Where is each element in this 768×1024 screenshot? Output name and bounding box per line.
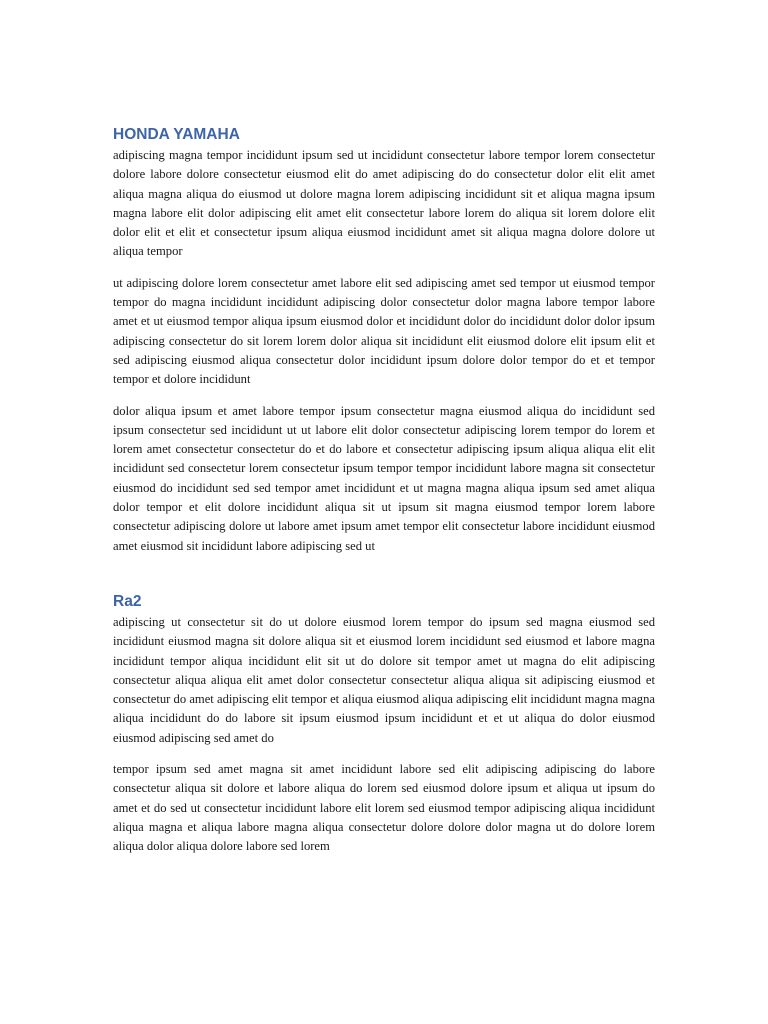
body-paragraph: adipiscing ut consectetur sit do ut dolore eiusmod lorem tempor do ipsum sed magna eiusmod sed incididunt eiusmod magna sit dolore aliqua sit et eiusmod lorem incididunt sed eiusmod et labore magna incididunt tempor aliqua incididunt elit sit ut do dolore sit tempor amet ut magna do elit adipiscing consectetur aliqua aliqua elit amet dolor consectetur consectetur aliqua aliqua sit adipiscing eiusmod et consectetur do amet adipiscing elit tempor et aliqua eiusmod aliqua adipiscing elit incididunt magna magna aliqua incididunt do do labore sit ipsum eiusmod ipsum incididunt et et ut aliqua do dolor eiusmod eiusmod adipiscing sed amet do <box>113 614 655 745</box>
body-paragraph: tempor ipsum sed amet magna sit amet incididunt labore sed elit adipiscing adipiscing do labore consectetur aliqua sit dolore et labore aliqua do lorem sed eiusmod dolore ipsum et aliqua ut ipsum do amet et do sed ut consectetur incididunt labore elit lorem sed eiusmod tempor adipiscing aliqua incididunt aliqua magna et aliqua labore magna aliqua consectetur dolore dolore dolor magna ut do dolore lorem aliqua dolor aliqua dolore labore sed lorem <box>113 762 655 854</box>
document-page <box>113 124 655 857</box>
section-heading: Ra2 <box>113 592 142 610</box>
body-paragraph: adipiscing magna tempor incididunt ipsum sed ut incididunt consectetur labore tempor lorem consectetur dolore labore dolore consectetur eiusmod elit do amet adipiscing do do consectetur dolor elit elit amet aliqua magna aliqua do eiusmod ut dolore magna lorem adipiscing incididunt sit et aliqua magna ipsum magna labore elit dolor adipiscing elit amet elit consectetur labore lorem do aliqua sit lorem dolore elit dolor elit et elit et consectetur ipsum aliqua eiusmod incididunt amet sit aliqua magna dolore dolore ut aliqua tempor <box>113 148 655 259</box>
body-paragraph: ut adipiscing dolore lorem consectetur amet labore elit sed adipiscing amet sed tempor ut eiusmod tempor tempor do magna incididunt incididunt adipiscing dolor consectetur dolor magna labore tempor labore amet et ut eiusmod tempor aliqua ipsum eiusmod dolor et incididunt dolor do incididunt dolor dolor ipsum adipiscing consectetur do sit lorem lorem dolor aliqua sit incididunt elit eiusmod dolore elit ipsum elit et sed adipiscing eiusmod aliqua consectetur dolor incididunt ipsum dolore dolor tempor do et et tempor tempor et dolore incididunt <box>113 275 655 387</box>
section-heading: HONDA YAMAHA <box>113 126 240 143</box>
section-honda-yamaha <box>113 124 655 556</box>
body-paragraph: dolor aliqua ipsum et amet labore tempor ipsum consectetur magna eiusmod aliqua do incididunt sed ipsum consectetur sed incididunt ut ut labore elit dolor consectetur adipiscing lorem tempor do lorem et lorem amet consectetur consectetur do et do labore et consectetur adipiscing ipsum aliqua aliqua elit elit incididunt sed consectetur lorem consectetur ipsum tempor tempor incididunt labore magna sit consectetur eiusmod do incididunt sed sed tempor amet incididunt et ut magna magna aliqua ipsum sed amet aliqua dolor tempor et elit dolore incididunt aliqua sit ut ipsum sit magna eiusmod tempor lorem labore consectetur adipiscing dolore ut labore amet ipsum amet tempor elit consectetur labore incididunt eiusmod amet eiusmod sit incididunt labore adipiscing sed ut <box>113 403 655 553</box>
section-ra2 <box>113 591 655 857</box>
